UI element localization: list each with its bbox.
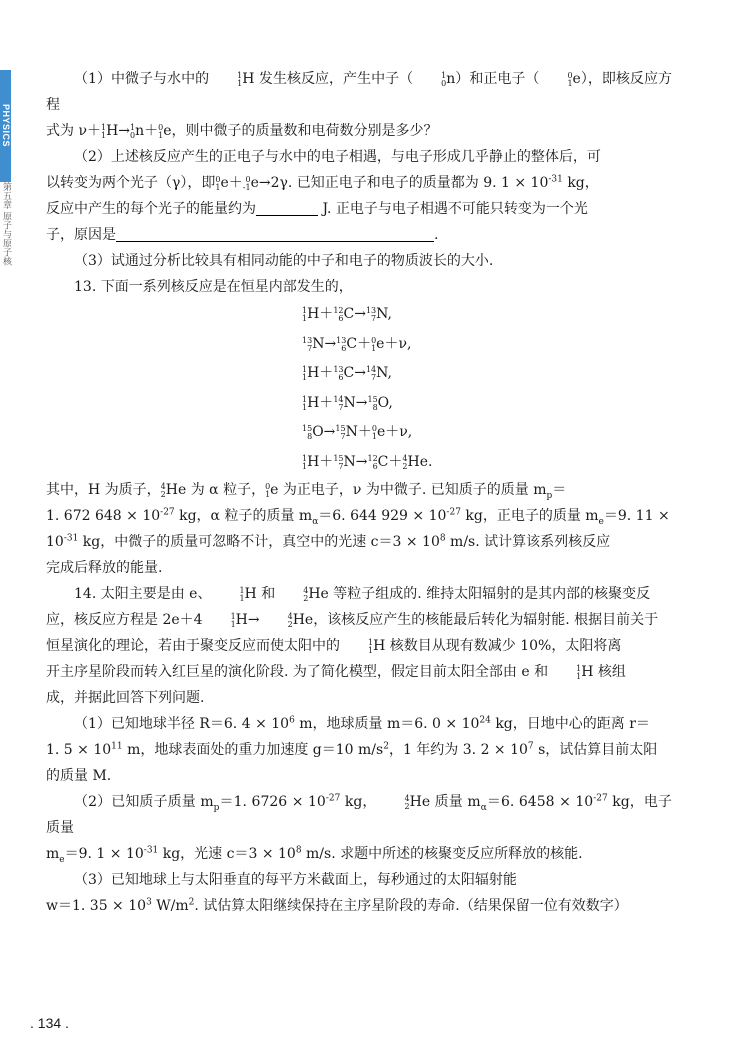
nuclide: 0 1: [215, 175, 221, 192]
equation: 1 1 H＋ 14 7 N→ 15 8 O,: [302, 394, 393, 412]
question-12-part-2-line2: 以转变为两个光子（γ），即 0 1 e＋ 0 -1 e→2γ. 已知正电子和电子的质量都为 9. $1 \times 10^{-31}$ kg，: [46, 174, 599, 192]
question-12-part-2-line4: 子，原因是 .: [46, 227, 439, 243]
equation: 1 1 H＋ 12 6 C→ 13 7 N,: [302, 306, 392, 323]
equation: 15 8 O→ 15 7 N＋ 0 1 e＋ν,: [302, 424, 413, 441]
nuclide: 1 1: [100, 123, 107, 140]
question-14-part-3: （3）已知地球上与太阳垂直的每平方米截面上，每秒通过的太阳辐射能 w＝1. $35 \times 10^3$ $W/m^2$. 试估算太阳继续保持在主序星阶段的寿命.（结果保留一位有效数字）: [46, 872, 628, 914]
nuclide: 1 1: [237, 71, 243, 88]
question-14-part-2: （2）已知质子质量 $m_p=1$. $6726 \times 10^{-27}$ kg， 4 2 He 质量 $m_\alpha=6$. $6458 \times 10^{-27}$ kg，电子质量 $m_e=9$. $1 \times 10^{-31}$ kg，光速 $c=3 \times 10^8$ m/s. 求题中所述的核聚变反应所释放的核能.: [46, 793, 672, 865]
equation: 1 1 H＋ 15 7 N→ 12 6 C＋ 4 2 He.: [302, 453, 433, 471]
side-tab: [0, 70, 11, 182]
nuclide: 0 1: [158, 123, 164, 140]
answer-blank-energy[interactable]: [256, 199, 318, 216]
question-12-part-3: （3）试通过分析比较具有相同动能的中子和电子的物质波长的大小.: [74, 253, 494, 269]
question-12-part-1-cont: 式为 ν＋ 1 1 H→ 1 0 n＋ 0 1 e，则中微子的质量数和电荷数分别是多少？: [46, 123, 438, 140]
reaction-equations: [46, 300, 672, 477]
question-12-part-1: （1）中微子与水中的 1 1 H 发生核反应，产生中子（ 1 0 n）和正电子（ 0 1 e），即核反应方程: [46, 71, 672, 113]
question-13-intro: 13. 下面一系列核反应是在恒星内部发生的，: [74, 279, 353, 295]
nuclide: 0 -1: [242, 175, 251, 192]
chapter-label: 第五章 原子与原子核: [2, 182, 12, 266]
question-14-part-1: （1）已知地球半径 R＝6. $4 \times 10^6$ m，地球质量 m＝6. $0 \times 10^{24}$ kg，日地中心的距离 r＝ 1. $5 \times 10^{11}$ m，地球表面处的重力加速度 g＝10 $m/s^2$，1 年约为 3. $2 \times 10^7$ s，试估算目前太阳 的质量 M.: [46, 715, 658, 784]
page-number: . 134 .: [30, 1015, 69, 1031]
nuclide: 1 0: [130, 123, 136, 140]
equation: 1 1 H＋ 13 6 C→ 14 7 N,: [302, 365, 392, 382]
nuclide: 1 0: [441, 71, 447, 88]
side-tab-label: PHYSICS: [1, 104, 11, 148]
nuclide: 0 1: [567, 71, 573, 88]
question-12-part-2: （2）上述核反应产生的正电子与水中的电子相遇，与电子形成几乎静止的整体后，可: [74, 149, 601, 165]
answer-blank-reason[interactable]: [116, 225, 434, 242]
question-12-part-2-line3: 反应中产生的每个光子的能量约为 J. 正电子与电子相遇不可能只转变为一个光: [46, 201, 588, 217]
page-content: [46, 66, 672, 919]
equation: 13 7 N→ 13 6 C＋ 0 1 e＋ν,: [302, 335, 412, 353]
question-13-body: 其中，H 为质子， 4 2 He 为 α 粒子， 0 1 e 为正电子，ν 为中微子. 已知质子的质量 $m_p=$ 1. 672 $648 \times 10^{-27}$ kg，α 粒子的质量 $m_\alpha=6$. 644 $929 \times 10^{-27}$ kg，正电子的质量 $m_e=9$. 11 × $10^{-31}$ kg，中微子的质量可忽略不计，真空中的光速 $c=3 \times 10^8$ m/s. 试计算该系列核反应 完成后释放的能量.: [46, 482, 670, 576]
question-14-intro: 14. 太阳主要是由 e、 1 1 H 和 4 2 He 等粒子组成的. 维持太阳辐射的是其内部的核聚变反 应，核反应方程是 2e＋4 1 1 H→ 4 2 He，该核反应产生的核能最后转化为辐射能. 根据目前关于 恒星演化的理论，若由于聚变反应而使太阳中的 1 1 H 核数目从现有数减少 10%，太阳将离 开主序星阶段而转入红巨星的演化阶段. 为了简化模型，假定目前太阳全部由 e 和 1 1 H 核组 成，并据此回答下列问题.: [46, 586, 659, 706]
